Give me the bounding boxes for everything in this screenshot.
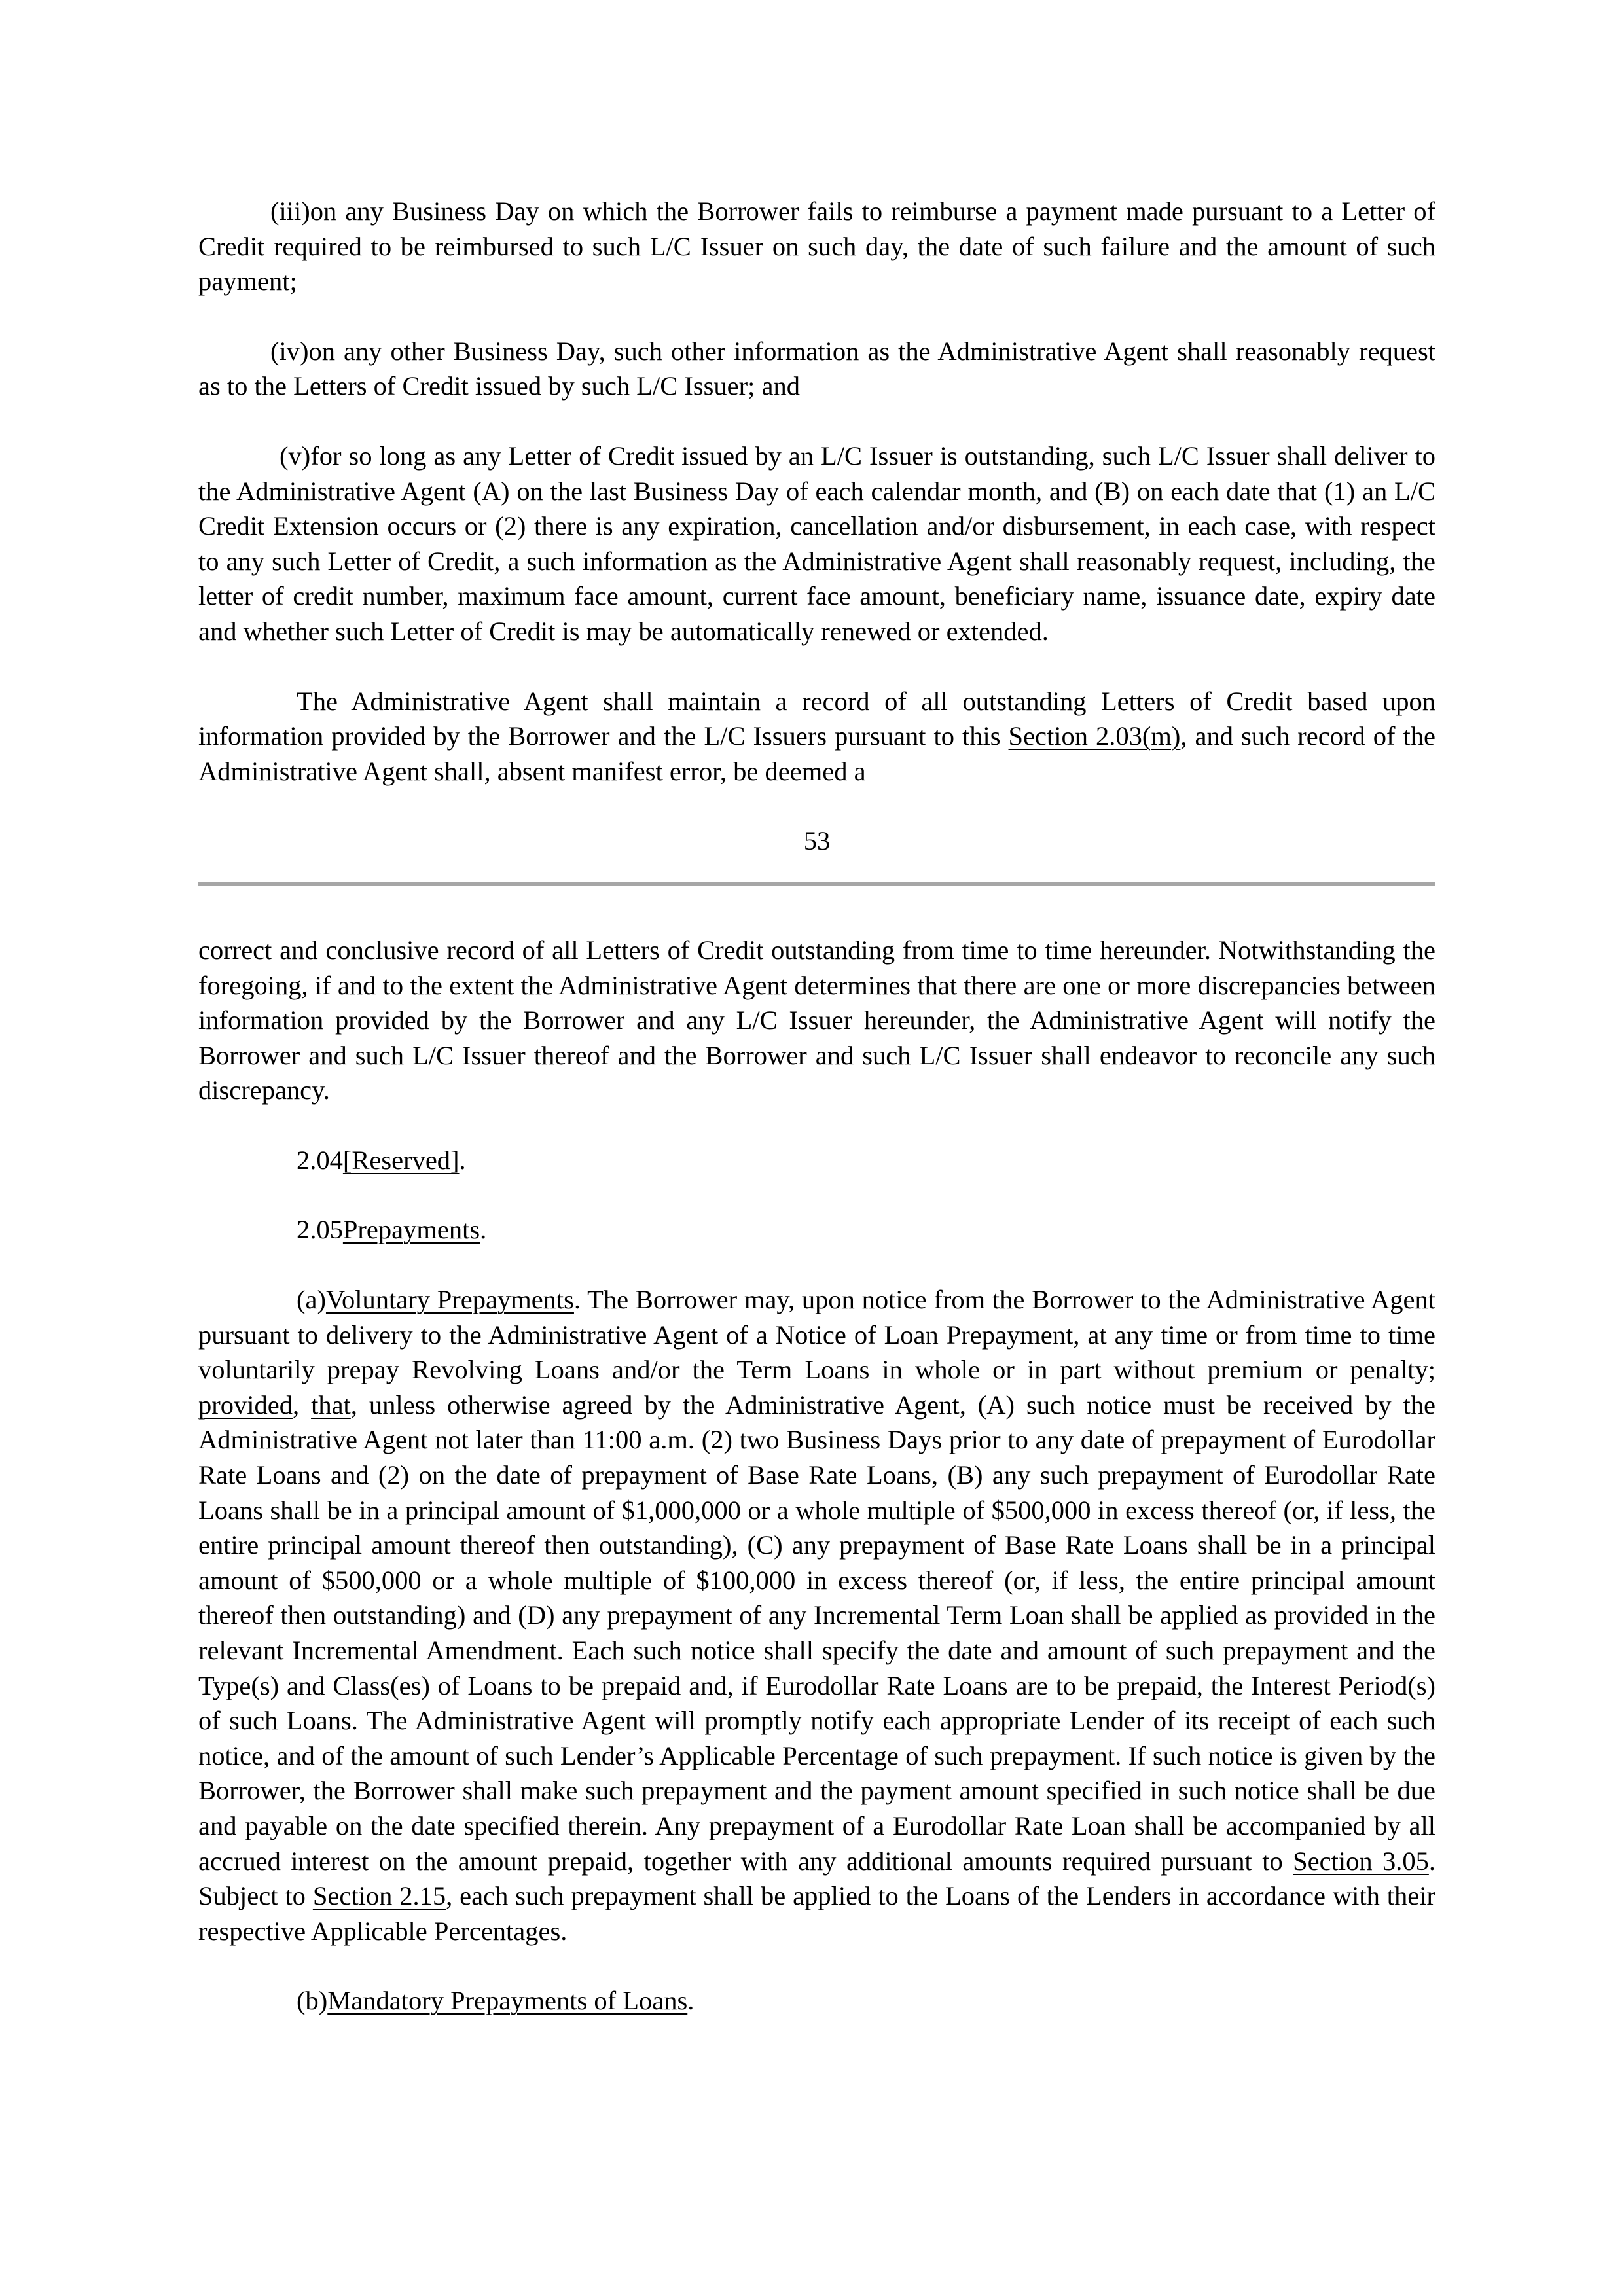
section-reference-link[interactable]: Section 3.05 xyxy=(1293,1846,1429,1876)
paragraph-v xyxy=(198,439,1435,649)
page-break-divider xyxy=(198,882,1435,886)
list-marker: (b) xyxy=(297,1986,328,2016)
paragraph-text: for so long as any Letter of Credit issued by an L/C Issuer is outstanding, such L/C Issuer shall deliver to the Administrative Agent (A) on the last Business Day of each calendar month, and (B) on each date that (1) an L/C Credit Extension occurs or (2) there is any expiration, cancellation and/or disbursement, in each case, with respect to any such Letter of Credit, a such information as the Administrative Agent shall reasonably request, including, the letter of credit number, maximum face amount, current face amount, beneficiary name, issuance date, expiry date and whether such Letter of Credit is may be automatically renewed or extended. xyxy=(198,440,1435,646)
voluntary-prepayments-paragraph: (a)Voluntary Prepayments. The Borrower may, upon notice from the Borrower to the Administrative Agent pursuant to delivery to the Administrative Agent of a Notice of Loan Prepayment, at any time or from time to time voluntarily prepay Revolving Loans and/or the Term Loans in whole or in part without premium or penalty; provided, that, unless otherwise agreed by the Administrative Agent, (A) such notice must be received by the Administrative Agent not later than 11:00 a.m. (2) two Business Days prior to any date of prepayment of Eurodollar Rate Loans and (2) on the date of prepayment of Base Rate Loans, (B) any such prepayment of Eurodollar Rate Loans shall be in a principal amount of $1,000,000 or a whole multiple of $500,000 in excess thereof (or, if less, the entire principal amount thereof then outstanding), (C) any prepayment of Base Rate Loans shall be in a principal amount of $500,000 or a whole multiple of $100,000 in excess thereof (or, if less, the entire principal amount thereof then outstanding) and (D) any prepayment of any Incremental Term Loan shall be applied as provided in the relevant Incremental Amendment. Each such notice shall specify the date and amount of such prepayment and the Type(s) and Class(es) of Loans to be prepaid and, if Eurodollar Rate Loans are to be prepaid, the Interest Period(s) of such Loans. The Administrative Agent will promptly notify each appropriate Lender of its receipt of each such notice, and of the amount of such Lender’s Applicable Percentage of such prepayment. If such notice is given by the Borrower, the Borrower shall make such prepayment and the payment amount specified in such notice shall be due and payable on the date specified therein. Any prepayment of a Eurodollar Rate Loan shall be accompanied by all accrued interest on the amount prepaid, together with any additional amounts required pursuant to Section 3.05. Subject to Section 2.15, each such prepayment shall be applied to the Loans of the Lenders in accordance with their respective Applicable Percentages. xyxy=(198,1285,1436,1946)
paragraph-iv xyxy=(198,334,1435,404)
section-title: [Reserved] xyxy=(342,1145,460,1175)
paragraph-text: on any other Business Day, such other information as the Administrative Agent shall reasonably request as to the Letters of Credit issued by such L/C Issuer; and xyxy=(198,336,1435,401)
page-number: 53 xyxy=(803,826,831,856)
section-number: 2.04 xyxy=(297,1145,343,1175)
subsection-title: Voluntary Prepayments xyxy=(325,1285,574,1315)
section-title: Prepayments xyxy=(342,1215,480,1245)
record-paragraph: The Administrative Agent shall maintain a record of all outstanding Letters of Credit based upon information provided by the Borrower and the L/C Issuers pursuant to this Section 2.03(m), and such record of the Administrative Agent shall, absent manifest error, be deemed a xyxy=(198,686,1435,786)
provided-term: provided xyxy=(198,1390,293,1420)
document-page xyxy=(198,194,1435,2018)
list-marker: (iii) xyxy=(270,196,310,226)
that-term: that xyxy=(311,1390,351,1420)
paragraph-text: on any Business Day on which the Borrower fails to reimburse a payment made pursuant to a Letter of Credit required to be reimbursed to such L/C Issuer on such day, the date of such failure and the amount of such payment; xyxy=(198,196,1435,296)
list-marker: (a) xyxy=(297,1285,326,1315)
section-reference-link[interactable]: Section 2.03(m) xyxy=(1008,721,1181,751)
section-reference-link[interactable]: Section 2.15 xyxy=(312,1881,446,1911)
section-2-04-heading: 2.04[Reserved]. xyxy=(297,1145,466,1175)
paragraph-iii xyxy=(198,194,1435,299)
list-marker: (iv) xyxy=(270,336,309,366)
continuation-paragraph: correct and conclusive record of all Letters of Credit outstanding from time to time hereunder. Notwithstanding the foregoing, if and to the extent the Administrative Agent determines that there are one or more discrepancies between information provided by the Borrower and any L/C Issuer hereunder, the Administrative Agent will notify the Borrower and such L/C Issuer thereof and the Borrower and such L/C Issuer shall endeavor to reconcile any such discrepancy. xyxy=(198,935,1435,1105)
subsection-title: Mandatory Prepayments of Loans xyxy=(327,1986,688,2016)
mandatory-prepayments-heading: (b)Mandatory Prepayments of Loans. xyxy=(297,1986,695,2016)
section-2-05-heading: 2.05Prepayments. xyxy=(297,1215,487,1245)
list-marker: (v) xyxy=(280,440,311,471)
section-number: 2.05 xyxy=(297,1215,343,1245)
